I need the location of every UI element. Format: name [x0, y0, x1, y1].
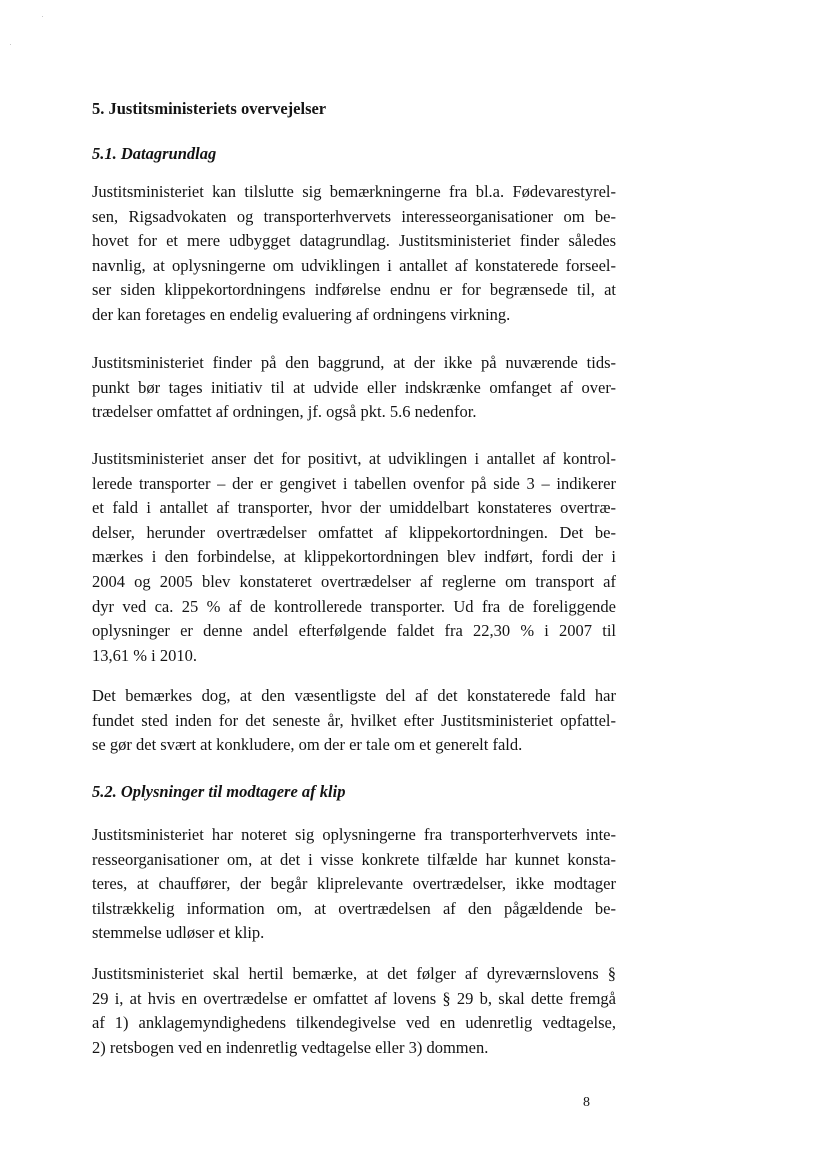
text-line: trædelser omfattet af ordningen, jf. også pkt. 5.6 nedenfor. [92, 402, 477, 422]
text-line: 2004 og 2005 blev konstateret overtrædelser af reglerne om transport af [92, 571, 616, 591]
text-line: teres, at chauffører, der begår kliprelevante overtrædelser, ikke modtager [92, 874, 616, 894]
text-line: et fald i antallet af transporter, hvor der umiddelbart konstateres overtræ- [92, 498, 616, 518]
text-line: sen, Rigsadvokaten og transporterhvervets interesseorganisationer om be- [92, 206, 616, 226]
text-line: Justitsministeriet skal hertil bemærke, at det følger af dyreværnslovens § [92, 964, 616, 983]
subsection-title-oplysninger: 5.2. Oplysninger til modtagere af klip [92, 782, 346, 801]
text-line: Justitsministeriet har noteret sig oplysningerne fra transporterhvervets inte- [92, 825, 616, 844]
text-line: stemmelse udløser et klip. [92, 923, 265, 943]
text-line: hovet for et mere udbygget datagrundlag. Justitsministeriet finder således [92, 231, 616, 251]
text-line: navnlig, at oplysningerne om udviklingen i antallet af konstaterede forseel- [92, 255, 616, 275]
paragraph-no-initiative [92, 351, 616, 425]
text-line: delser, herunder overtrædelser omfattet af klippekortordningen. Det be- [92, 522, 616, 542]
section-heading: 5. Justitsministeriets overvejelser [92, 99, 327, 118]
paragraph-driver-information [92, 823, 616, 946]
page-number: 8 [583, 1095, 590, 1110]
scan-speck [10, 44, 11, 45]
paragraph-legal-reference [92, 962, 616, 1060]
text-line: Justitsministeriet finder på den baggrund, at der ikke på nuværende tids- [92, 353, 616, 372]
paragraph-decline-note [92, 684, 616, 758]
paragraph-data-basis [92, 180, 616, 328]
text-line: af 1) anklagemyndighedens tilkendegivelse ved en udenretlig vedtagelse, [92, 1013, 616, 1033]
paragraph-positive-development [92, 447, 616, 668]
text-line: se gør det svært at konkludere, om der er tale om et generelt fald. [92, 735, 523, 755]
text-line: ser siden klippekortordningens indførelse endnu er for begrænsede til, at [92, 280, 616, 300]
text-line: Det bemærkes dog, at den væsentligste del af det konstaterede fald har [92, 686, 616, 705]
text-line: der kan foretages en endelig evaluering af ordningens virkning. [92, 304, 511, 324]
text-line: oplysninger er denne andel efterfølgende faldet fra 22,30 % i 2007 til [92, 621, 616, 641]
text-line: punkt bør tages initiativ til at udvide eller indskrænke omfanget af over- [92, 377, 616, 397]
text-line: lerede transporter – der er gengivet i tabellen ovenfor på side 3 – indikerer [92, 473, 616, 493]
text-line: 2) retsbogen ved en indenretlig vedtagelse eller 3) dommen. [92, 1037, 489, 1057]
text-line: tilstrækkelig information om, at overtrædelsen af den pågældende be- [92, 898, 616, 918]
subsection-title-datagrundlag: 5.1. Datagrundlag [92, 144, 217, 163]
text-line: 13,61 % i 2010. [92, 645, 197, 665]
scan-speck [42, 16, 43, 17]
text-line: Justitsministeriet anser det for positivt, at udviklingen i antallet af kontrol- [92, 449, 616, 468]
text-line: mærkes i den forbindelse, at klippekortordningen blev indført, fordi der i [92, 547, 616, 567]
text-line: 29 i, at hvis en overtrædelse er omfattet af lovens § 29 b, skal dette fremgå [92, 988, 616, 1008]
text-line: dyr ved ca. 25 % af de kontrollerede transporter. Ud fra de foreliggende [92, 596, 616, 616]
text-line: fundet sted inden for det seneste år, hvilket efter Justitsministeriet opfattel- [92, 710, 616, 730]
text-line: resseorganisationer om, at det i visse konkrete tilfælde har kunnet konsta- [92, 849, 616, 869]
text-line: Justitsministeriet kan tilslutte sig bemærkningerne fra bl.a. Fødevarestyrel- [92, 182, 616, 201]
